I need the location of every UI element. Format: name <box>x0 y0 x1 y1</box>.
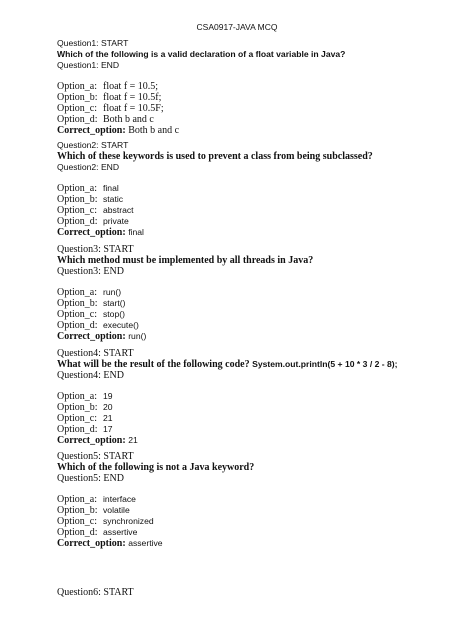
question-1-option-c: Option_c: float f = 10.5F; <box>57 103 164 114</box>
question-5-end: Question5: END <box>57 473 124 484</box>
question-3-option-b: Option_b: start() <box>57 298 126 309</box>
question-5-block <box>57 451 457 549</box>
question-5-start: Question5: START <box>57 451 134 462</box>
question-1-end: Question1: END <box>57 60 120 70</box>
question-4-option-b: Option_b: 20 <box>57 402 113 413</box>
question-2-option-d: Option_d: private <box>57 216 129 227</box>
question-4-correct-option: Correct_option: 21 <box>57 435 138 446</box>
question-2-correct-option: Correct_option: final <box>57 227 144 238</box>
question-6-block <box>57 587 457 598</box>
question-6-start: Question6: START <box>57 587 134 598</box>
question-3-option-d: Option_d: execute() <box>57 320 139 331</box>
question-2-option-b: Option_b: static <box>57 194 124 205</box>
question-5-option-d: Option_d: assertive <box>57 527 138 538</box>
question-1-block <box>57 38 457 136</box>
question-4-end: Question4: END <box>57 370 124 381</box>
question-4-start: Question4: START <box>57 348 134 359</box>
question-4-option-d: Option_d: 17 <box>57 424 113 435</box>
question-1-option-d: Option_d: Both b and c <box>57 114 154 125</box>
question-3-option-c: Option_c: stop() <box>57 309 125 320</box>
question-2-end: Question2: END <box>57 162 120 172</box>
question-3-text: Which method must be implemented by all threads in Java? <box>57 255 314 266</box>
question-5-text: Which of the following is not a Java keyword? <box>57 462 255 473</box>
question-4-text: What will be the result of the following code? System.out.println(5 + 10 * 3 / 2 - 8); <box>57 359 398 370</box>
question-2-text: Which of these keywords is used to prevent a class from being subclassed? <box>57 151 373 162</box>
question-1-option-a: Option_a: float f = 10.5; <box>57 81 159 92</box>
page-header: CSA0917-JAVA MCQ <box>196 22 278 32</box>
question-1-text: Which of the following is a valid declaration of a float variable in Java? <box>57 49 346 59</box>
question-3-end: Question3: END <box>57 266 124 277</box>
question-4-option-a: Option_a: 19 <box>57 391 113 402</box>
question-1-correct-option: Correct_option: Both b and c <box>57 125 180 136</box>
question-5-correct-option: Correct_option: assertive <box>57 538 163 549</box>
question-5-option-a: Option_a: interface <box>57 494 136 505</box>
question-1-option-b: Option_b: float f = 10.5f; <box>57 92 162 103</box>
question-5-option-c: Option_c: synchronized <box>57 516 154 527</box>
question-3-correct-option: Correct_option: run() <box>57 331 147 342</box>
question-5-option-b: Option_b: volatile <box>57 505 130 516</box>
question-4-option-c: Option_c: 21 <box>57 413 113 424</box>
question-2-option-c: Option_c: abstract <box>57 205 134 216</box>
question-2-start: Question2: START <box>57 140 129 150</box>
question-3-option-a: Option_a: run() <box>57 287 122 298</box>
question-4-code: System.out.println(5 + 10 * 3 / 2 - 8); <box>252 359 398 369</box>
question-2-block <box>57 140 457 238</box>
question-3-block <box>57 244 457 342</box>
question-3-start: Question3: START <box>57 244 134 255</box>
question-1-start: Question1: START <box>57 38 129 48</box>
question-4-block <box>57 348 457 446</box>
question-2-option-a: Option_a: final <box>57 183 119 194</box>
